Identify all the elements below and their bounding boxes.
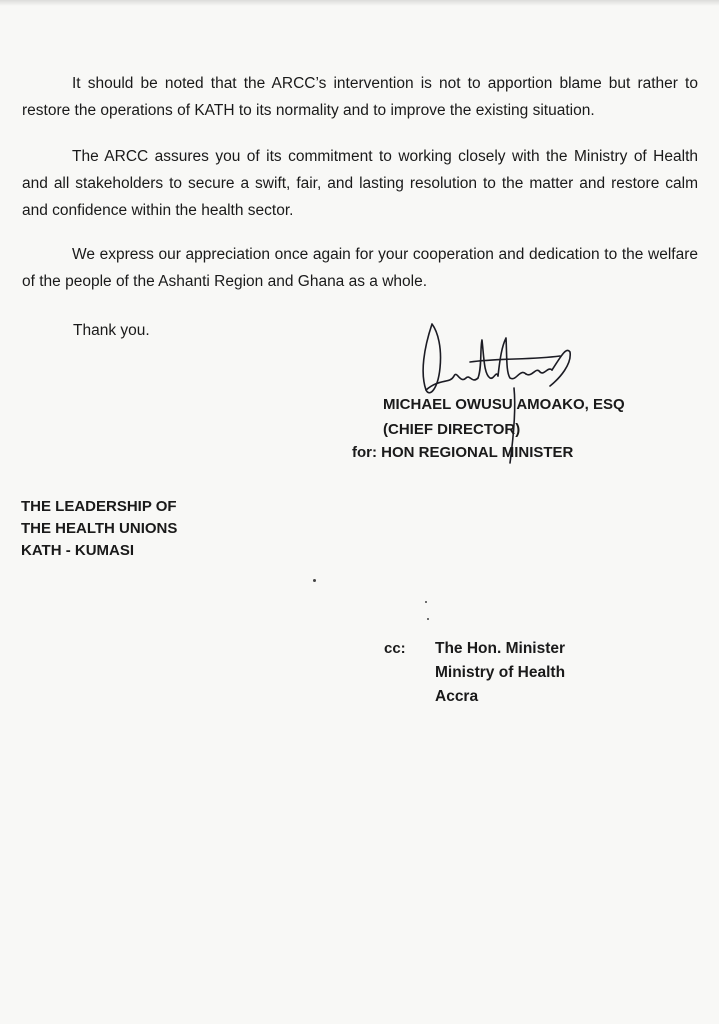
cc-recipient: Accra [435, 688, 479, 705]
addressee-line: THE LEADERSHIP OF [21, 498, 177, 515]
paper-speck [425, 601, 427, 603]
page-top-edge [0, 0, 719, 6]
paragraph-appreciation: We express our appreciation once again for your cooperation and dedication to the welfare of the people of the Ashanti Region and Ghana as a whole. [22, 246, 698, 290]
signatory-on-behalf: for: HON REGIONAL MINISTER [352, 444, 574, 461]
signatory-name: MICHAEL OWUSU AMOAKO, ESQ [383, 396, 625, 413]
addressee-line: THE HEALTH UNIONS [21, 520, 178, 537]
closing-text: Thank you. [73, 322, 150, 339]
addressee-line: KATH - KUMASI [21, 542, 135, 559]
paragraph-intervention: It should be noted that the ARCC’s intervention is not to apportion blame but rather to restore the operations of KATH to its normality and to improve the existing situation. [22, 75, 698, 119]
cc-recipients [435, 637, 565, 709]
signatory-title: (CHIEF DIRECTOR) [383, 421, 521, 438]
cc-recipient: The Hon. Minister [435, 640, 566, 657]
cc-recipient: Ministry of Health [435, 664, 566, 681]
cc-label: cc: [384, 640, 406, 657]
paper-speck [427, 618, 429, 620]
paper-speck [313, 579, 316, 582]
paragraph-commitment: The ARCC assures you of its commitment to working closely with the Ministry of Health and all stakeholders to secure a swift, fair, and lasting resolution to the matter and restore calm and confidence within the health sector. [22, 148, 698, 219]
addressee-block [21, 496, 177, 562]
